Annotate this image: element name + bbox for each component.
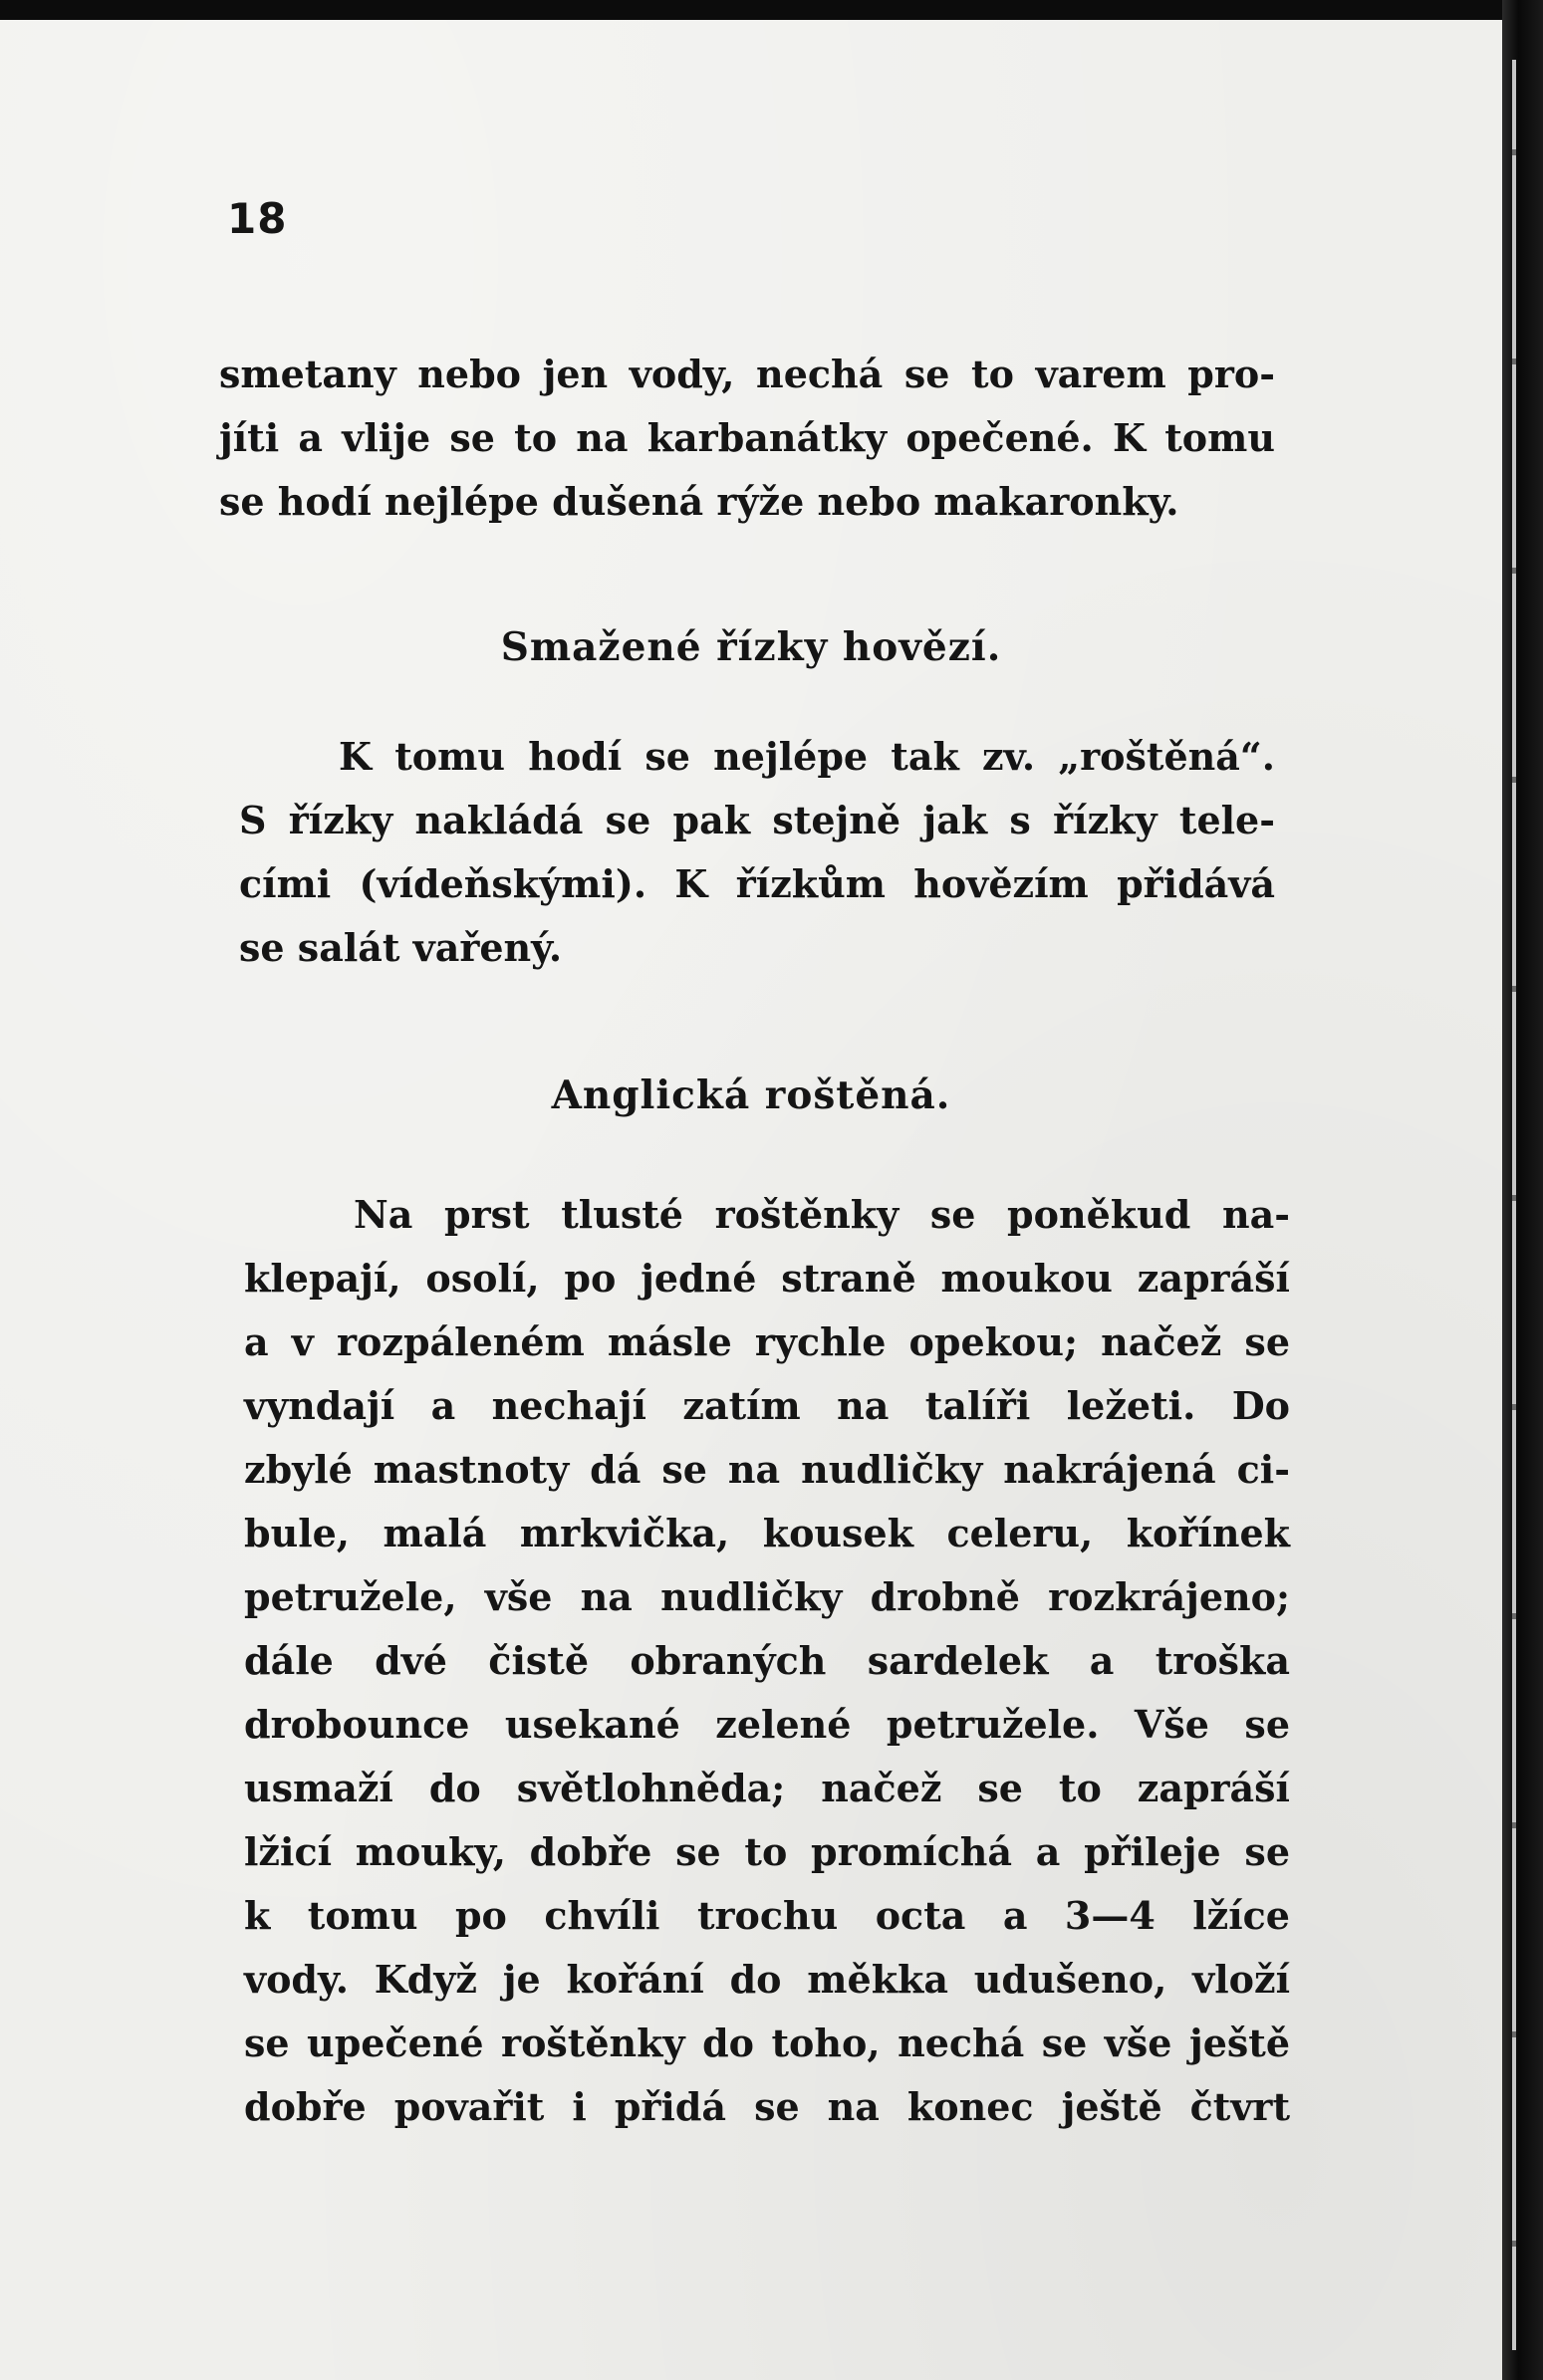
page-number: 18: [227, 194, 288, 243]
text-line: se upečené roštěnky do toho, nechá se vše ještě: [244, 2021, 1290, 2065]
text-line: drobounce usekané zelené petružele. Vše se: [244, 1702, 1290, 1747]
text-line: bule, malá mrkvička, kousek celeru, kořínek: [244, 1511, 1290, 1555]
section-heading-smazene-rizky: Smažené řízky hovězí.: [500, 624, 1002, 670]
paragraph-smazene-rizky: [239, 725, 1275, 980]
text-line: petružele, vše na nudličky drobně rozkrájeno;: [244, 1574, 1290, 1619]
text-line: se hodí nejlépe dušená rýže nebo makaronky.: [219, 479, 1179, 524]
text-line: lžicí mouky, dobře se to promíchá a přileje se: [244, 1829, 1290, 1874]
text-line: k tomu po chvíli trochu octa a 3—4 lžíce: [244, 1893, 1290, 1938]
text-line: a v rozpáleném másle rychle opekou; načež se: [244, 1319, 1290, 1364]
text-line: usmaží do světlohněda; načež se to zapráší: [244, 1766, 1290, 1810]
section-heading-anglicka-rostena: Anglická roštěná.: [551, 1072, 951, 1118]
text-line: dále dvé čistě obraných sardelek a troška: [244, 1638, 1290, 1683]
text-line: se salát vařený.: [239, 925, 563, 970]
paragraph-anglicka-rostena: [244, 1183, 1290, 2139]
text-line: vyndají a nechají zatím na talíři ležeti. Do: [244, 1383, 1290, 1428]
text-line: S řízky nakládá se pak stejně jak s řízky tele-: [239, 798, 1275, 842]
text-line: klepají, osolí, po jedné straně moukou zapráší: [244, 1256, 1290, 1301]
text-line: smetany nebo jen vody, nechá se to varem pro-: [219, 352, 1275, 396]
book-page: [0, 20, 1502, 2380]
text-line: K tomu hodí se nejlépe tak zv. „roštěná“.: [339, 734, 1275, 779]
text-line: Na prst tlusté roštěnky se poněkud na-: [354, 1192, 1290, 1237]
text-line: zbylé mastnoty dá se na nudličky nakrájená ci-: [244, 1447, 1290, 1492]
text-line: cími (vídeňskými). K řízkům hovězím přidává: [239, 861, 1275, 906]
paragraph-continuation: [219, 343, 1275, 534]
text-line: dobře povařit i přidá se na konec ještě čtvrt: [244, 2084, 1290, 2129]
book-spine-edge: [1502, 0, 1543, 2380]
text-line: vody. Když je kořání do měkka udušeno, vloží: [244, 1957, 1290, 2002]
text-line: jíti a vlije se to na karbanátky opečené. K tomu: [219, 415, 1275, 460]
page-edge-stitching: [1512, 60, 1516, 2350]
